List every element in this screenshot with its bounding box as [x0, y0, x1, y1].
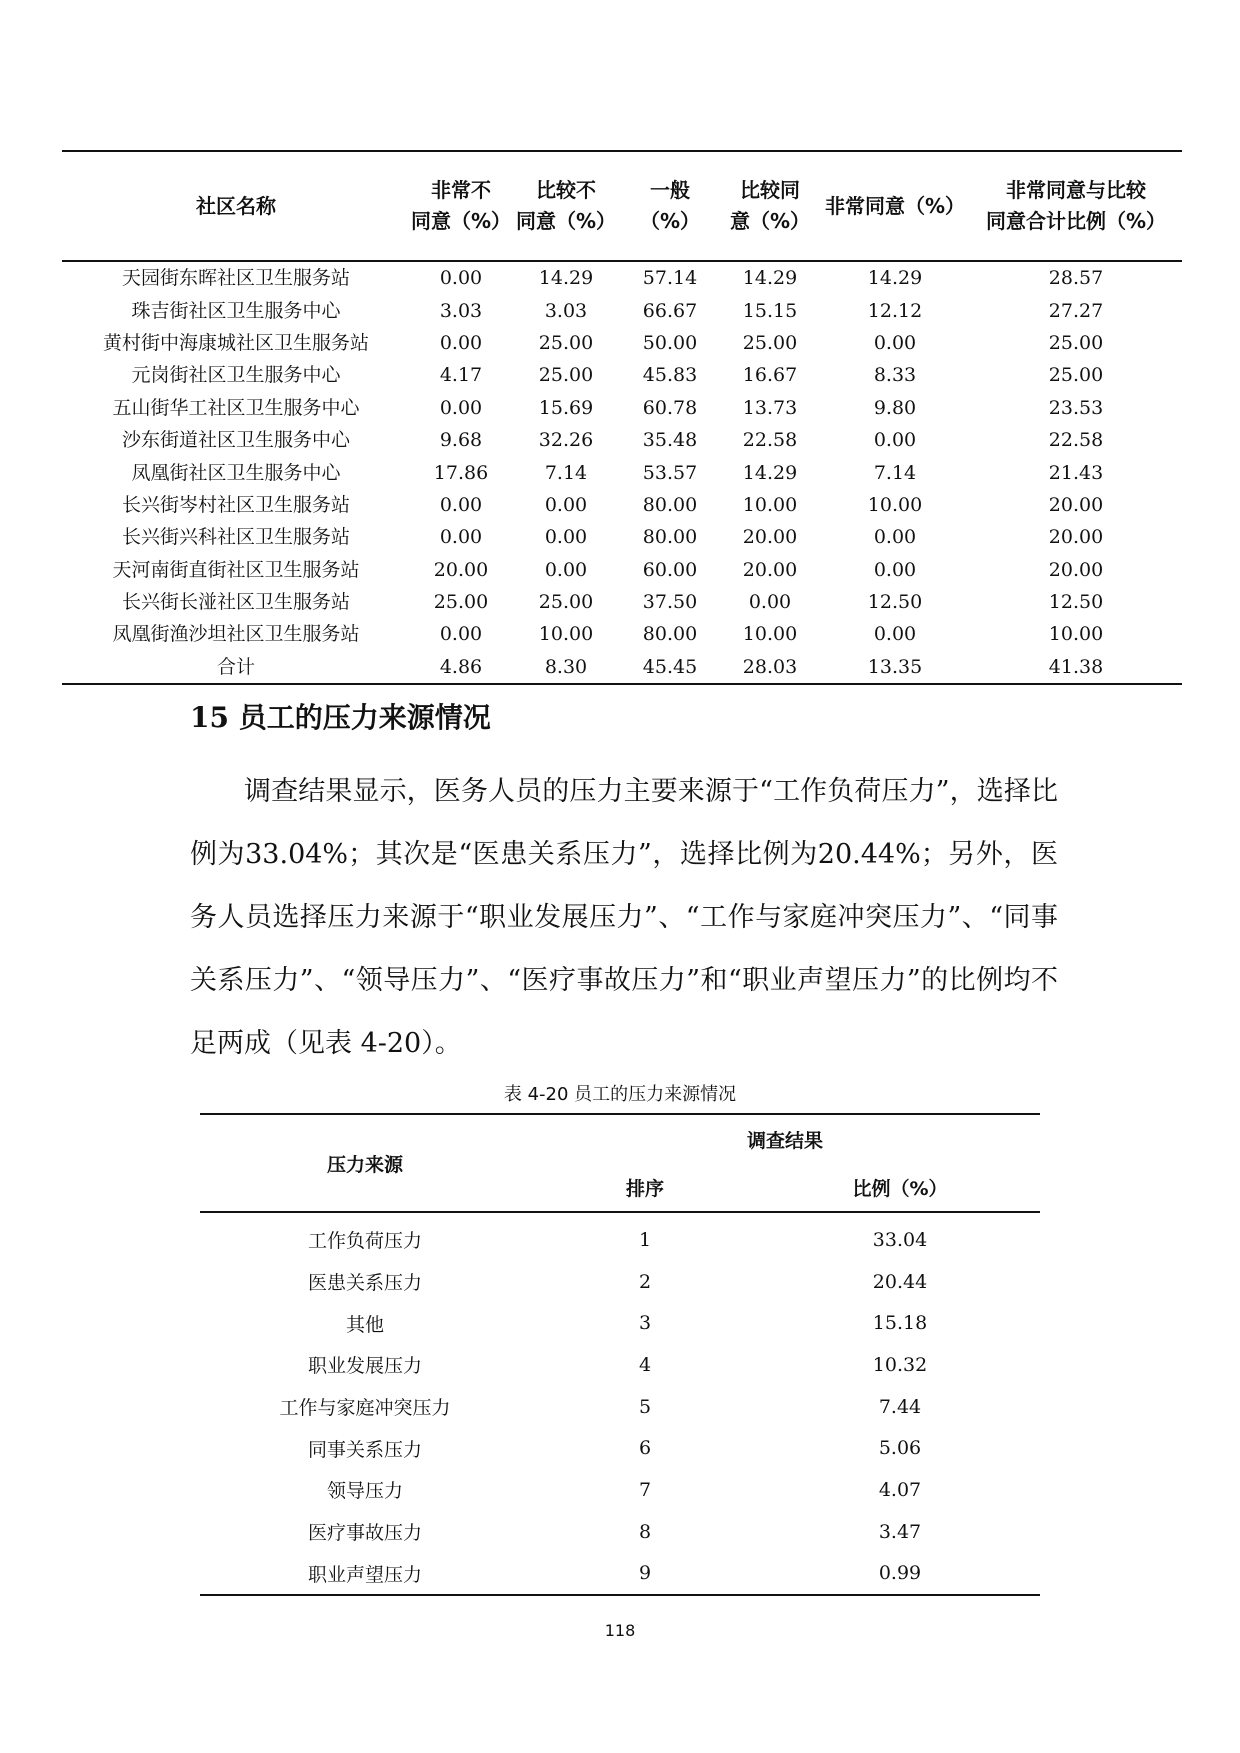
table-row [62, 359, 1182, 391]
percent-cell: 10.00 [538, 623, 594, 646]
stress-source-cell: 职业发展压力 [307, 1355, 422, 1378]
table-row [200, 1469, 1040, 1511]
community-name-cell: 凤凰街渔沙坦社区卫生服务站 [112, 623, 360, 646]
percent-cell: 25.00 [742, 331, 798, 354]
stress-source-cell: 工作与家庭冲突压力 [279, 1397, 451, 1420]
rank-cell: 2 [638, 1270, 652, 1293]
percent-cell: 21.43 [1048, 461, 1104, 484]
percent-cell: 25.00 [538, 331, 594, 354]
stress-source-cell: 领导压力 [326, 1480, 403, 1503]
percent-cell: 4.17 [439, 364, 483, 387]
table-row [62, 618, 1182, 650]
table-row [200, 1261, 1040, 1303]
stress-source-cell: 工作负荷压力 [307, 1230, 422, 1253]
percent-cell: 10.00 [742, 493, 798, 516]
percent-cell: 17.86 [433, 461, 489, 484]
community-name-cell: 合计 [62, 651, 410, 684]
community-name-cell: 天河南街直街社区卫生服务站 [112, 558, 360, 581]
table-row [62, 294, 1182, 326]
percent-cell: 0.00 [439, 493, 483, 516]
percent-cell: 0.00 [873, 558, 917, 581]
percent-cell: 0.00 [439, 331, 483, 354]
percent-cell: 53.57 [642, 461, 698, 484]
rank-cell: 4 [638, 1353, 652, 1376]
community-name-cell: 长兴街岑村社区卫生服务站 [121, 493, 350, 516]
percent-cell: 8.33 [873, 364, 917, 387]
table1-header-cell: 非常不 同意（%） [410, 151, 512, 261]
section-heading: 15 员工的压力来源情况 [190, 701, 491, 734]
ratio-cell: 0.99 [760, 1553, 1040, 1596]
table1-header-cell: 非常同意与比较 同意合计比例（%） [970, 151, 1182, 261]
percent-cell: 3.03 [439, 299, 483, 322]
table1-header-cell: 非常同意（%） [820, 151, 970, 261]
percent-cell: 35.48 [642, 429, 698, 452]
rank-cell: 8 [638, 1520, 652, 1543]
percent-cell: 9.68 [439, 429, 483, 452]
percent-cell: 0.00 [873, 526, 917, 549]
stress-source-cell: 医患关系压力 [307, 1272, 422, 1295]
percent-cell: 20.00 [433, 558, 489, 581]
percent-cell: 60.78 [642, 396, 698, 419]
percent-cell: 60.00 [642, 558, 698, 581]
percent-cell: 8.30 [512, 651, 620, 684]
table-row [62, 521, 1182, 553]
percent-cell: 0.00 [873, 331, 917, 354]
ratio-cell: 10.32 [872, 1353, 928, 1376]
header-survey-results: 调查结果 [530, 1114, 1040, 1163]
percent-cell: 23.53 [1048, 396, 1104, 419]
percent-cell: 0.00 [544, 526, 588, 549]
ratio-cell: 3.47 [878, 1520, 922, 1543]
percent-cell: 25.00 [1048, 364, 1104, 387]
percent-cell: 14.29 [538, 267, 594, 290]
community-name-cell: 长兴街兴科社区卫生服务站 [121, 526, 350, 549]
percent-cell: 9.80 [873, 396, 917, 419]
percent-cell: 12.50 [867, 591, 923, 614]
percent-cell: 3.03 [544, 299, 588, 322]
body-paragraph: 调查结果显示，医务人员的压力主要来源于“工作负荷压力”，选择比例为33.04%；其次是“医患关系压力”，选择比例为20.44%；另外，医务人员选择压力来源于“职业发展压力”、“工作与家庭冲突压力”、“同事关系压力”、“领导压力”、“医疗事故压力”和“职业声望压力”的比例均不足两成（见表 4-20）。 [190, 776, 1058, 1059]
community-name-cell: 五山街华工社区卫生服务中心 [112, 396, 360, 419]
percent-cell: 20.00 [742, 558, 798, 581]
table-row [200, 1212, 1040, 1261]
table-row [200, 1427, 1040, 1469]
percent-cell: 28.57 [1048, 267, 1104, 290]
percent-cell: 14.29 [867, 267, 923, 290]
table-row [62, 651, 1182, 684]
rank-cell: 3 [638, 1312, 652, 1335]
percent-cell: 10.00 [742, 623, 798, 646]
table1-header-cell: 比较同 意（%） [720, 151, 820, 261]
table-row [62, 392, 1182, 424]
percent-cell: 20.00 [1048, 493, 1104, 516]
percent-cell: 0.00 [544, 493, 588, 516]
community-name-cell: 元岗街社区卫生服务中心 [131, 364, 341, 387]
ratio-cell: 20.44 [872, 1270, 928, 1293]
percent-cell: 66.67 [642, 299, 698, 322]
percent-cell: 10.00 [1048, 623, 1104, 646]
community-name-cell: 沙东街道社区卫生服务中心 [121, 429, 350, 452]
stress-source-cell: 职业声望压力 [200, 1553, 530, 1596]
percent-cell: 57.14 [642, 267, 698, 290]
rank-cell: 6 [638, 1437, 652, 1460]
table1-header-row [62, 151, 1182, 261]
table1-header-cell: 比较不 同意（%） [512, 151, 620, 261]
community-agreement-table [62, 150, 1182, 685]
stress-source-cell: 同事关系压力 [307, 1438, 422, 1461]
percent-cell: 12.50 [1048, 591, 1104, 614]
percent-cell: 0.00 [439, 396, 483, 419]
table-row [200, 1511, 1040, 1553]
percent-cell: 80.00 [642, 623, 698, 646]
percent-cell: 0.00 [748, 591, 792, 614]
table1-body [62, 261, 1182, 684]
percent-cell: 10.00 [867, 493, 923, 516]
table-row [62, 489, 1182, 521]
community-name-cell: 凤凰街社区卫生服务中心 [131, 461, 341, 484]
percent-cell: 13.73 [742, 396, 798, 419]
percent-cell: 7.14 [544, 461, 588, 484]
ratio-cell: 7.44 [878, 1395, 922, 1418]
percent-cell: 7.14 [873, 461, 917, 484]
table-row [62, 261, 1182, 294]
rank-cell: 9 [530, 1553, 760, 1596]
table2-header-row-1 [200, 1114, 1040, 1163]
ratio-cell: 4.07 [878, 1478, 922, 1501]
table1-header-cell: 社区名称 [62, 151, 410, 261]
percent-cell: 41.38 [970, 651, 1182, 684]
percent-cell: 80.00 [642, 493, 698, 516]
percent-cell: 25.00 [433, 591, 489, 614]
rank-cell: 5 [638, 1395, 652, 1418]
percent-cell: 0.00 [873, 429, 917, 452]
percent-cell: 25.00 [1048, 331, 1104, 354]
percent-cell: 25.00 [538, 364, 594, 387]
table-row [62, 456, 1182, 488]
ratio-cell: 33.04 [872, 1228, 928, 1251]
percent-cell: 25.00 [538, 591, 594, 614]
percent-cell: 0.00 [439, 526, 483, 549]
percent-cell: 50.00 [642, 331, 698, 354]
percent-cell: 14.29 [742, 461, 798, 484]
percent-cell: 45.83 [642, 364, 698, 387]
percent-cell: 12.12 [867, 299, 923, 322]
percent-cell: 14.29 [742, 267, 798, 290]
table-row [62, 554, 1182, 586]
table-row [62, 327, 1182, 359]
percent-cell: 80.00 [642, 526, 698, 549]
percent-cell: 16.67 [742, 364, 798, 387]
percent-cell: 22.58 [742, 429, 798, 452]
stress-source-cell: 医疗事故压力 [307, 1522, 422, 1545]
rank-cell: 7 [638, 1478, 652, 1501]
community-name-cell: 长兴街长湴社区卫生服务站 [121, 591, 350, 614]
table2-caption: 表 4-20 员工的压力来源情况 [503, 1084, 737, 1105]
percent-cell: 13.35 [820, 651, 970, 684]
percent-cell: 28.03 [720, 651, 820, 684]
rank-cell: 1 [638, 1228, 652, 1251]
percent-cell: 37.50 [642, 591, 698, 614]
percent-cell: 32.26 [538, 429, 594, 452]
percent-cell: 0.00 [439, 267, 483, 290]
percent-cell: 0.00 [439, 623, 483, 646]
community-name-cell: 天园街东晖社区卫生服务站 [121, 267, 350, 290]
table1-header-cell: 一般 （%） [620, 151, 720, 261]
percent-cell: 15.69 [538, 396, 594, 419]
stress-source-table [200, 1113, 1040, 1596]
table-row [200, 1386, 1040, 1428]
percent-cell: 20.00 [1048, 558, 1104, 581]
percent-cell: 22.58 [1048, 429, 1104, 452]
stress-source-cell: 其他 [345, 1313, 384, 1336]
percent-cell: 0.00 [873, 623, 917, 646]
page-number: 118 [604, 1621, 636, 1640]
percent-cell: 15.15 [742, 299, 798, 322]
ratio-cell: 5.06 [878, 1437, 922, 1460]
percent-cell: 27.27 [1048, 299, 1104, 322]
table2-body [200, 1212, 1040, 1595]
table-row [62, 586, 1182, 618]
community-name-cell: 黄村街中海康城社区卫生服务站 [102, 331, 369, 354]
table-row [62, 424, 1182, 456]
percent-cell: 20.00 [742, 526, 798, 549]
table-row [200, 1302, 1040, 1344]
header-rank: 排序 [530, 1163, 760, 1212]
community-name-cell: 珠吉街社区卫生服务中心 [131, 299, 341, 322]
percent-cell: 0.00 [544, 558, 588, 581]
header-stress-source: 压力来源 [200, 1114, 530, 1212]
percent-cell: 45.45 [620, 651, 720, 684]
table-row [200, 1553, 1040, 1596]
percent-cell: 20.00 [1048, 526, 1104, 549]
table-row [200, 1344, 1040, 1386]
percent-cell: 4.86 [410, 651, 512, 684]
header-ratio: 比例（%） [760, 1163, 1040, 1212]
ratio-cell: 15.18 [872, 1312, 928, 1335]
